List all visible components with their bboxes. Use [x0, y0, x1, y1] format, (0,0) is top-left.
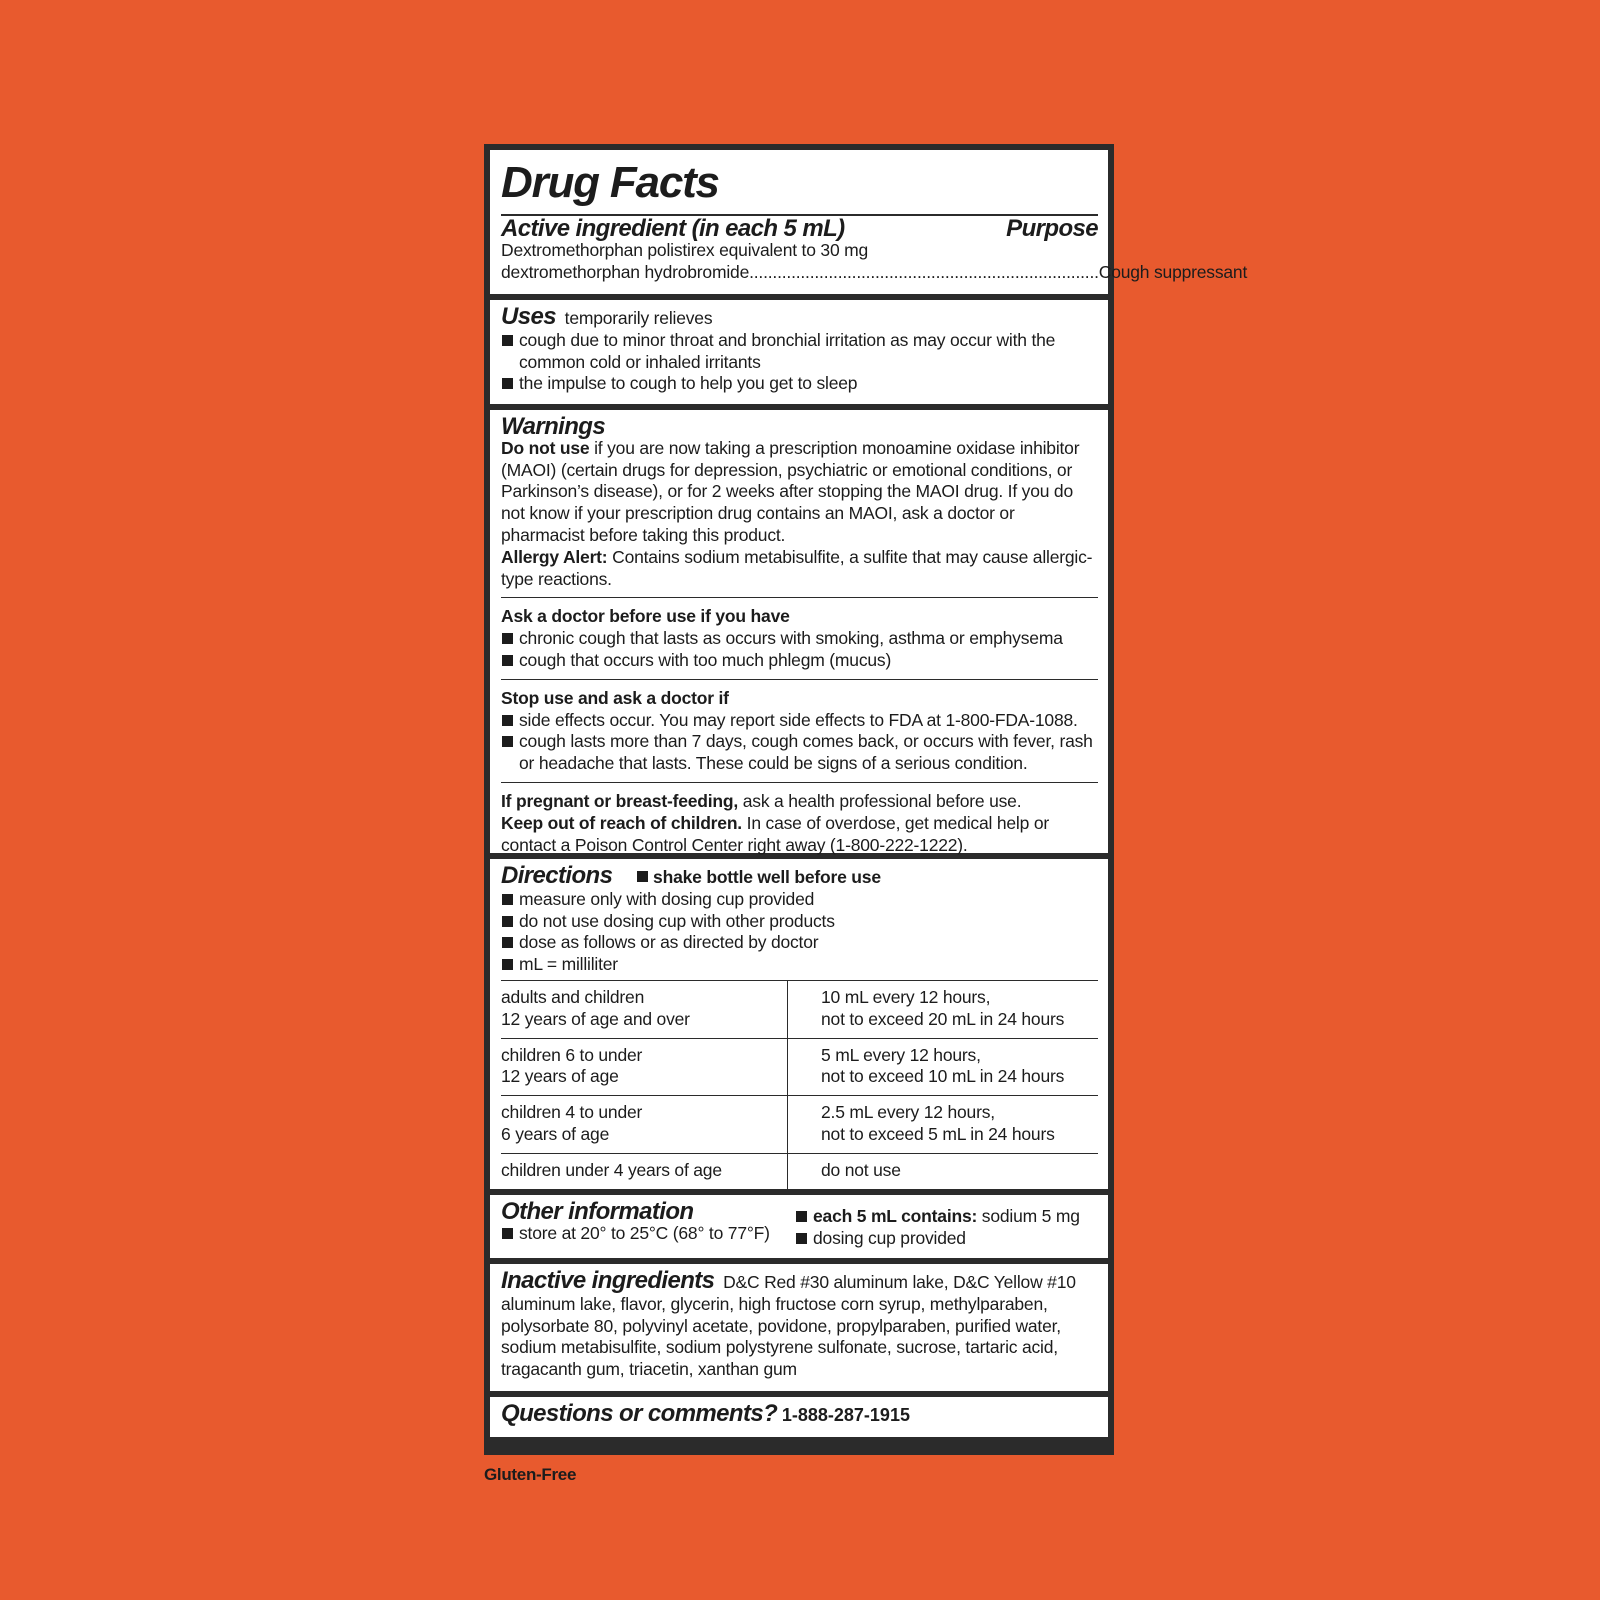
inactive-ingredients-section	[490, 1264, 1108, 1391]
keep-out-warning: Keep out of reach of children. In case of overdose, get medical help or contact a Poison Control Center right away (1-800-222-1222).	[501, 812, 1049, 855]
active-ingredient-section	[490, 150, 1248, 294]
dosage-table	[501, 980, 1098, 1189]
directions-section	[490, 859, 1108, 1189]
ask-doctor-heading: Ask a doctor before use if you have	[501, 606, 790, 627]
purpose-value: Cough suppressant	[1098, 261, 1248, 282]
active-ingredient-line2: dextromethorphan hydrobromide	[501, 261, 750, 282]
dosing-cup-item: dosing cup provided	[795, 1228, 1080, 1250]
directions-item: measure only with dosing cup provided	[501, 889, 1098, 911]
divider	[501, 597, 1098, 598]
bullet-icon	[502, 1228, 513, 1239]
stop-use-item: cough lasts more than 7 days, cough comes back, or occurs with fever, rash or headache that lasts. These could be signs of a serious condition.	[501, 731, 1098, 775]
active-ingredient-row	[501, 261, 1248, 284]
divider	[501, 679, 1098, 680]
bullet-icon	[502, 633, 513, 644]
uses-section	[490, 300, 1108, 404]
bullet-icon	[796, 1211, 807, 1222]
ask-doctor-item: chronic cough that lasts as occurs with smoking, asthma or emphysema	[501, 628, 1098, 650]
bullet-icon	[502, 736, 513, 747]
bullet-icon	[502, 715, 513, 726]
do-not-use-paragraph: Do not use if you are now taking a prescription monoamine oxidase inhibitor (MAOI) (certain drugs for depression, psychiatric or emotional conditions, or Parkinson’s disease), or for 2 weeks after stopping the MAOI drug. If you do not know if your prescription drug contains an MAOI, ask a doctor or pharmacist before taking this product.	[501, 437, 1080, 545]
inactive-ingredients-heading: Inactive ingredients	[501, 1267, 715, 1294]
warnings-section	[490, 410, 1108, 853]
other-information-section	[490, 1195, 1108, 1258]
ask-doctor-item: cough that occurs with too much phlegm (mucus)	[501, 650, 1098, 672]
directions-item: mL = milliliter	[501, 954, 1098, 976]
dose-cell: 2.5 mL every 12 hours, not to exceed 5 mL in 24 hours	[788, 1096, 1099, 1154]
active-ingredient-line1: Dextromethorphan polistirex equivalent to 30 mg	[501, 239, 869, 260]
active-ingredient-heading: Active ingredient (in each 5 mL)	[501, 215, 845, 242]
stop-use-heading: Stop use and ask a doctor if	[501, 687, 729, 708]
dose-cell: do not use	[788, 1153, 1099, 1188]
purpose-heading: Purpose	[1006, 215, 1098, 242]
directions-item: dose as follows or as directed by doctor	[501, 932, 1098, 954]
gluten-free-label: Gluten-Free	[484, 1465, 577, 1484]
other-information-heading: Other information	[501, 1198, 694, 1225]
bullet-icon	[637, 871, 648, 882]
age-cell: adults and children 12 years of age and over	[501, 980, 788, 1038]
divider	[501, 782, 1098, 783]
drug-facts-title: Drug Facts	[501, 158, 719, 207]
bullet-icon	[502, 916, 513, 927]
questions-phone: 1-888-287-1915	[781, 1405, 910, 1425]
uses-heading: Uses	[501, 303, 556, 330]
allergy-alert: Allergy Alert: Contains sodium metabisulfite, a sulfite that may cause allergic-type reactions.	[501, 546, 1093, 589]
uses-item: cough due to minor throat and bronchial irritation as may occur with the common cold or inhaled irritants	[501, 330, 1098, 374]
shake-instruction: shake bottle well before use	[637, 867, 881, 887]
warnings-heading: Warnings	[501, 413, 606, 440]
storage-item: store at 20° to 25°C (68° to 77°F)	[501, 1223, 795, 1245]
table-row	[501, 980, 1098, 1038]
directions-heading: Directions	[501, 862, 613, 889]
directions-item: do not use dosing cup with other products	[501, 911, 1098, 933]
bullet-icon	[796, 1233, 807, 1244]
pregnant-warning: If pregnant or breast-feeding, ask a health professional before use.	[501, 790, 1022, 811]
questions-section	[490, 1397, 1108, 1437]
bullet-icon	[502, 937, 513, 948]
uses-intro: temporarily relieves	[564, 308, 713, 328]
bullet-icon	[502, 378, 513, 389]
contains-item: each 5 mL contains: sodium 5 mg	[795, 1206, 1080, 1228]
table-row	[501, 1096, 1098, 1154]
table-row	[501, 1038, 1098, 1096]
age-cell: children under 4 years of age	[501, 1153, 788, 1188]
bullet-icon	[502, 894, 513, 905]
questions-heading: Questions or comments?	[501, 1400, 778, 1427]
inactive-ingredients-text: D&C Red #30 aluminum lake, D&C Yellow #10 aluminum lake, flavor, glycerin, high fructose corn syrup, methylparaben, polysorbate 80, polyvinyl acetate, povidone, propylparaben, purified water, sodium metabisulfite, sodium polystyrene sulfonate, sucrose, tartaric acid, tragacanth gum, triacetin, xanthan gum	[501, 1272, 1076, 1380]
dose-cell: 5 mL every 12 hours, not to exceed 10 mL in 24 hours	[788, 1038, 1099, 1096]
table-row	[501, 1153, 1098, 1188]
bullet-icon	[502, 959, 513, 970]
bullet-icon	[502, 655, 513, 666]
uses-item: the impulse to cough to help you get to sleep	[501, 373, 1098, 395]
age-cell: children 6 to under 12 years of age	[501, 1038, 788, 1096]
age-cell: children 4 to under 6 years of age	[501, 1096, 788, 1154]
bullet-icon	[502, 335, 513, 346]
stop-use-item: side effects occur. You may report side effects to FDA at 1-800-FDA-1088.	[501, 710, 1098, 732]
drug-facts-panel	[484, 144, 1248, 1455]
leader-dots: ...........................................................................	[749, 261, 1099, 282]
dose-cell: 10 mL every 12 hours, not to exceed 20 mL in 24 hours	[788, 980, 1099, 1038]
